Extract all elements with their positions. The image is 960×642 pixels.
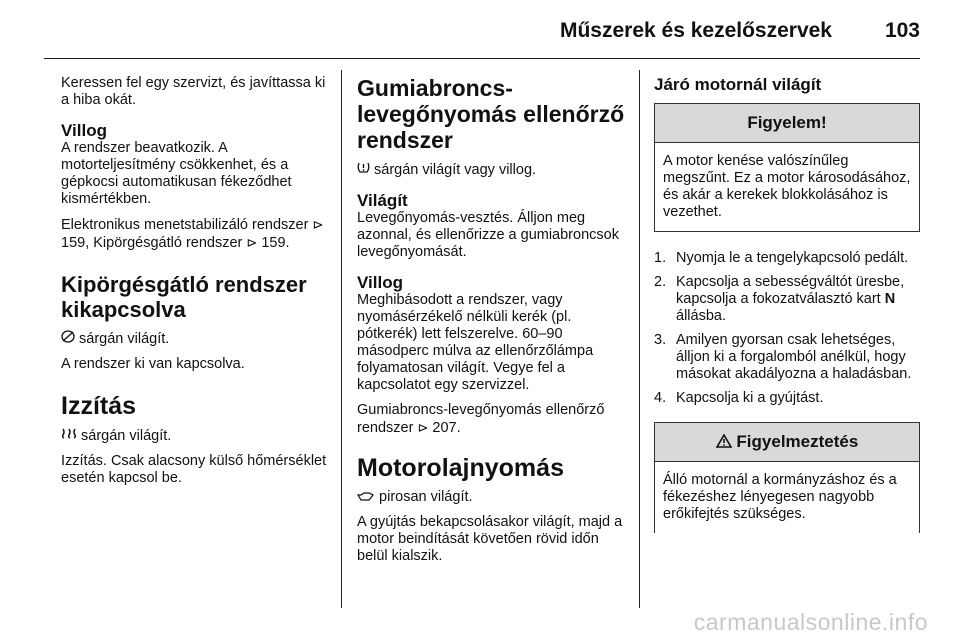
caution-box-title: Figyelem! [655, 104, 919, 143]
column-2 [357, 75, 629, 573]
paragraph: Izzítás. Csak alacsony külső hőmérséklet esetén kapcsol be. [61, 453, 327, 486]
paragraph: Meghibásodott a rendszer, vagy nyomásérzékelő nélküli kerék (pl. pótkerék) lett felszerelve. 60–90 másodperc múlva az ellenőrzőlámpa folyamatosan világít. Vegye fel a kapcsolatot egy szervizzel. [357, 292, 594, 393]
section-heading-izzitas: Izzítás [61, 392, 137, 420]
oil-pressure-icon [357, 489, 379, 505]
warning-box-title: Figyelmeztetés [655, 423, 919, 462]
header-divider [44, 58, 920, 59]
column-divider-2 [639, 70, 640, 608]
tire-pressure-icon [357, 162, 374, 178]
cross-reference[interactable]: Gumiabroncs-levegőnyomás ellenőrző rendszer ⊳ 207. [357, 402, 605, 436]
list-item: 3. Amilyen gyorsan csak lehetséges, álljon ki a forgalomból anélkül, hogy másokat akadályozna a haladásban. [654, 332, 912, 382]
indicator-line: sárgán világít. [61, 330, 329, 348]
paragraph: Levegőnyomás-vesztés. Álljon meg azonnal, és ellenőrizze a gumiabroncsok levegőnyomását. [357, 210, 619, 260]
column-divider-1 [341, 70, 342, 608]
cross-reference[interactable]: Elektronikus menetstabilizáló rendszer ⊳ 159, Kipörgésgátló rendszer ⊳ 159. [61, 217, 324, 251]
caution-box [654, 103, 920, 232]
paragraph: A rendszer ki van kapcsolva. [61, 356, 245, 372]
subheading-jaro: Járó motornál világít [654, 75, 822, 94]
paragraph: A rendszer beavatkozik. A motorteljesítmény csökkenhet, és a gépkocsi automatikusan fékeződhet kismértékben. [61, 140, 292, 207]
column-3 [654, 75, 920, 543]
section-heading-tpms: Gumiabroncs-levegőnyomás ellenőrző rendszer [357, 75, 625, 153]
caution-box-text: A motor kenése valószínűleg megszűnt. Ez a motor károsodásához, és akár a kerekek blokkolásához is vezethet. [663, 153, 911, 220]
indicator-line: pirosan világít. [357, 489, 629, 506]
list-item: 2. Kapcsolja a sebességváltót üresbe, kapcsolja a fokozatválasztó kart N állásba. [654, 274, 905, 324]
warning-box [654, 422, 920, 533]
warning-box-text: Álló motornál a kormányzáshoz és a fékezéshez lényegesen nagyobb erőkifejtés szükséges. [663, 472, 897, 522]
steps-list [654, 250, 920, 407]
subheading-villog: Villog [61, 121, 107, 140]
page-number: 103 [884, 19, 920, 42]
page-header [0, 0, 960, 60]
traction-off-icon [61, 331, 79, 347]
list-item: 4. Kapcsolja ki a gyújtást. [654, 390, 824, 406]
page-ref-icon: ⊳ [312, 217, 324, 232]
watermark: carmanualsonline.info [693, 609, 928, 635]
subheading-villog: Villog [357, 273, 403, 292]
indicator-line: sárgán világít vagy villog. [357, 161, 629, 179]
page-ref-icon: ⊳ [246, 235, 258, 250]
paragraph: Keressen fel egy szervizt, és javíttassa ki a hiba okát. [61, 75, 326, 108]
page-title: Műszerek és kezelőszervek [559, 19, 832, 42]
section-heading-olaj: Motorolajnyomás [357, 454, 564, 482]
section-heading-kiporges: Kipörgésgátló rendszer kikapcsolva [61, 272, 307, 322]
warning-triangle-icon [716, 432, 737, 451]
list-item: 1. Nyomja le a tengelykapcsoló pedált. [654, 250, 909, 266]
page-ref-icon: ⊳ [417, 420, 429, 435]
paragraph: A gyújtás bekapcsolásakor világít, majd a motor beindítását követően rövid időn belül kialszik. [357, 514, 623, 564]
subheading-vilagit: Világít [357, 191, 408, 210]
indicator-line: sárgán világít. [61, 427, 329, 445]
glow-plug-icon [61, 428, 81, 444]
column-1 [61, 75, 329, 495]
